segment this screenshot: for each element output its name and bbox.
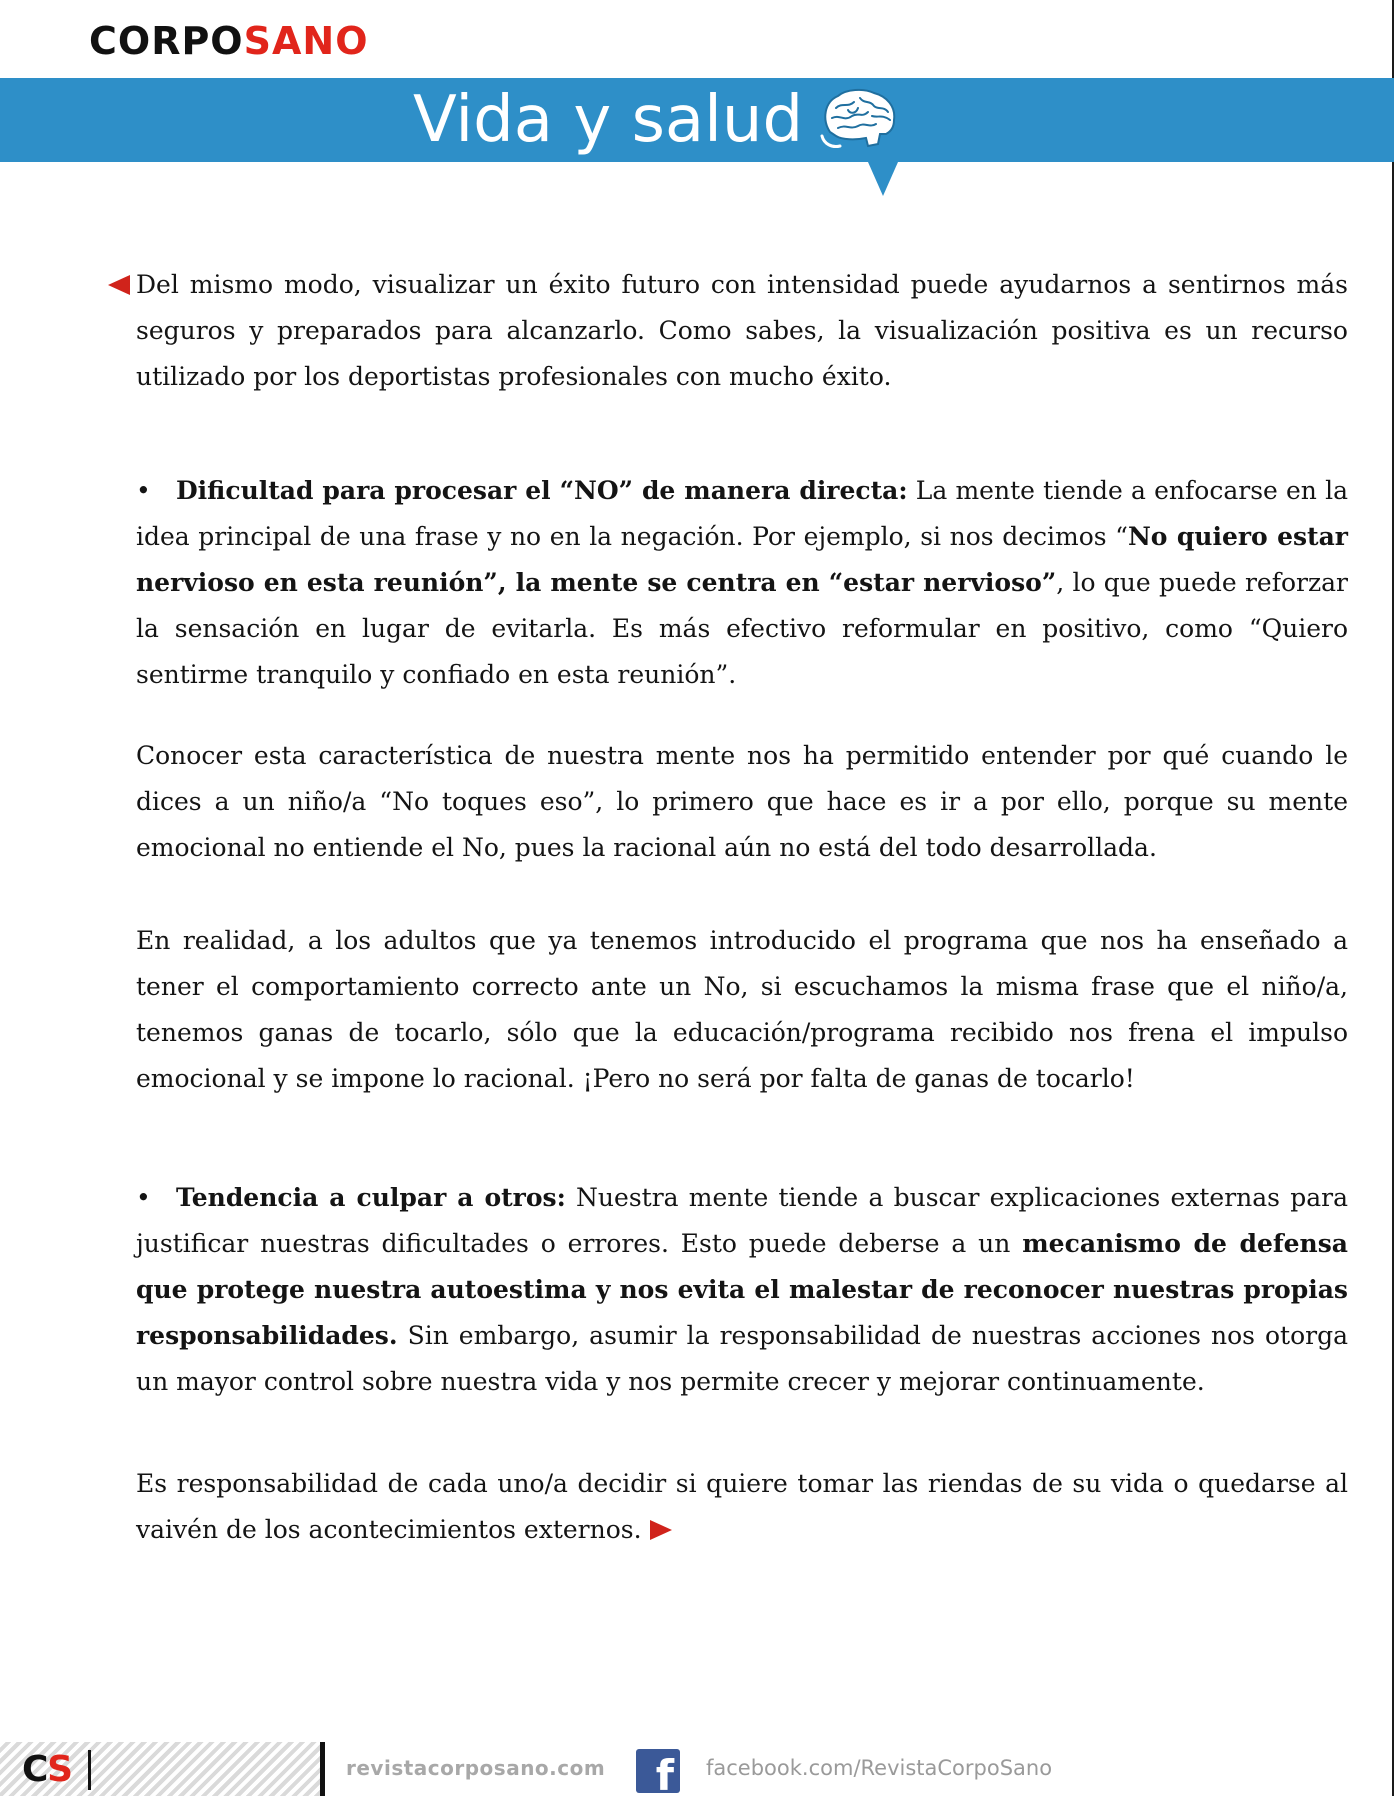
brain-icon xyxy=(820,86,898,152)
paragraph-text: Conocer esta característica de nuestra mente nos ha permitido entender por qué cuando le dices a un niño/a “No toques eso”, lo primero que hace es ir a por ello, porque su mente emocional no entiende el No, pues la racional aún no está del todo desarrollada. xyxy=(136,741,1348,862)
paragraph-text: En realidad, a los adultos que ya tenemos introducido el programa que nos ha enseñado a tener el comportamiento correcto ante un No, si escuchamos la misma frase que el niño/a, tenemos ganas de tocarlo, sólo que la educación/programa recibido nos frena el impulso emocional y se impone lo racional. ¡Pero no será por falta de ganas de tocarlo! xyxy=(136,926,1348,1093)
page-footer xyxy=(0,1742,1394,1796)
bullet-item-blame xyxy=(136,1175,1348,1405)
cs-divider xyxy=(88,1750,91,1790)
bullet-heading: Dificultad para procesar el “NO” de manera directa: xyxy=(176,476,908,505)
section-title: Vida y salud xyxy=(413,83,804,157)
paragraph-text: Del mismo modo, visualizar un éxito futuro con intensidad puede ayudarnos a sentirnos más seguros y preparados para alcanzarlo. Como sabes, la visualización positiva es un recurso utilizado por los deportistas profesionales con mucho éxito. xyxy=(136,270,1348,391)
bullet-item-no xyxy=(136,468,1348,698)
logo-part-2: SANO xyxy=(243,19,369,63)
end-triangle-icon xyxy=(650,1520,672,1540)
section-banner xyxy=(0,78,1394,162)
footer-stripes xyxy=(0,1742,320,1796)
facebook-icon[interactable]: f xyxy=(636,1749,680,1793)
bullet-text: Nuestra mente tiende a buscar explicaciones externas para justificar nuestras dificultades o errores. Esto puede deberse a un xyxy=(136,1183,1348,1258)
paragraph-adults xyxy=(136,918,1348,1102)
bullet-bold-text: No quiero estar nervioso en esta reunión”, la mente se centra en “estar nervioso” xyxy=(136,522,1348,597)
bullet-heading: Tendencia a culpar a otros: xyxy=(176,1183,566,1212)
magazine-logo[interactable] xyxy=(89,19,369,63)
paragraph-child xyxy=(136,733,1348,871)
bullet-text: La mente tiende a enfocarse en la idea principal de una frase y no en la negación. Por ejemplo, si nos decimos “ xyxy=(136,476,1348,551)
paragraph-closing xyxy=(136,1461,1348,1553)
paragraph-intro xyxy=(136,262,1348,400)
bullet-icon: • xyxy=(136,1183,151,1212)
bullet-text: Sin embargo, asumir la responsabilidad de nuestras acciones nos otorga un mayor control sobre nuestra vida y nos permite crecer y mejorar continuamente. xyxy=(136,1321,1348,1396)
facebook-link[interactable]: facebook.com/RevistaCorpoSano xyxy=(706,1756,1053,1780)
bullet-bold-text: mecanismo de defensa que protege nuestra autoestima y nos evita el malestar de reconocer nuestras propias responsabilidades. xyxy=(136,1229,1349,1350)
logo-part-1: CORPO xyxy=(89,19,244,63)
footer-divider xyxy=(320,1742,325,1796)
continuation-triangle-icon xyxy=(108,275,130,295)
paragraph-text: Es responsabilidad de cada uno/a decidir si quiere tomar las riendas de su vida o quedarse al vaivén de los acontecimientos externos. xyxy=(136,1469,1348,1544)
bullet-text: , lo que puede reforzar la sensación en lugar de evitarla. Es más efectivo reformular en positivo, como “Quiero sentirme tranquilo y confiado en esta reunión”. xyxy=(136,568,1348,689)
bullet-icon: • xyxy=(136,476,151,505)
website-link[interactable]: revistacorposano.com xyxy=(346,1756,606,1780)
cs-logo: CS xyxy=(22,1749,72,1790)
banner-pointer xyxy=(868,162,898,196)
